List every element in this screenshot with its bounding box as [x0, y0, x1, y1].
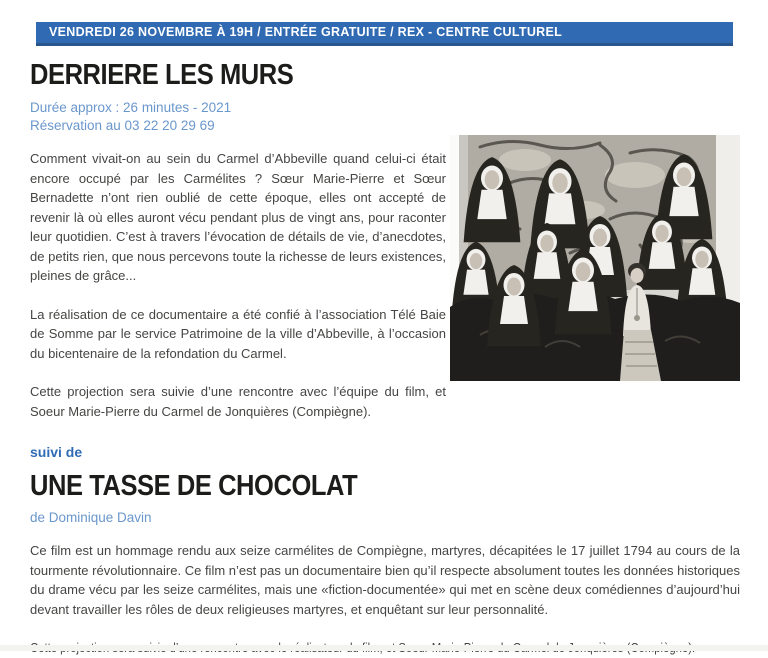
- event-banner: [36, 22, 733, 46]
- film1-meta: [30, 99, 740, 135]
- film1-paragraph-1: Comment vivait-on au sein du Carmel d’Abbeville quand celui-ci était encore occupé par les Carmélites ? Sœur Marie-Pierre et Sœur Bernadette n’ont rien oublié de cette époque, elles ont accepté de revenir là où elles auront vécu pendant plus de vingt ans, pour raconter leur quotidien. C’est à travers l’évocation de détails de vie, d’anecdotes, de petits rien, que nous percevons toute la richesse de leurs existences, pleines de grâce...: [30, 151, 446, 283]
- film1-duration: Durée approx : 26 minutes - 2021: [30, 100, 232, 115]
- film1-paragraph-2: La réalisation de ce documentaire a été confié à l’association Télé Baie de Somme par le service Patrimoine de la ville d’Abbeville, à l’occasion du bicentenaire de la refondation du Carmel.: [30, 306, 446, 361]
- event-banner-text: VENDREDI 26 NOVEMBRE À 19H / ENTRÉE GRATUITE / REX - CENTRE CULTUREL: [49, 25, 563, 39]
- carmelites-photo: [450, 135, 740, 381]
- film2-title: UNE TASSE DE CHOCOLAT: [30, 470, 358, 502]
- film1-paragraph-3: Cette projection sera suivie d’une rencontre avec l’équipe du film, et Soeur Marie-Pierre du Carmel de Jonquières (Compiègne).: [30, 384, 446, 419]
- film2-text: [30, 541, 740, 658]
- page-bottom-edge: [0, 645, 768, 651]
- nuns-photo-illustration: [450, 135, 740, 381]
- film2-byline: de Dominique Davin: [30, 510, 152, 525]
- followed-by-label: suivi de: [30, 444, 83, 460]
- film2-paragraph-1: Ce film est un hommage rendu aux seize carmélites de Compiègne, martyres, décapitées le 17 juillet 1794 au cours de la tourmente révolutionnaire. Ce film n’est pas un documentaire bien qu’il respecte absolument toutes les données historiques du drame vécu par les seize carmélites, mais une «fiction-documentée» qui met en scène deux comédiennes d’aujourd’hui devant travailler les rôles de deux religieuses martyres, et enquêtant sur leur personnalité.: [30, 543, 740, 617]
- film1-text-column: [30, 149, 446, 440]
- film1-section: [30, 149, 740, 440]
- film1-reservation: Réservation au 03 22 20 29 69: [30, 118, 215, 133]
- film1-title: DERRIERE LES MURS: [30, 59, 294, 91]
